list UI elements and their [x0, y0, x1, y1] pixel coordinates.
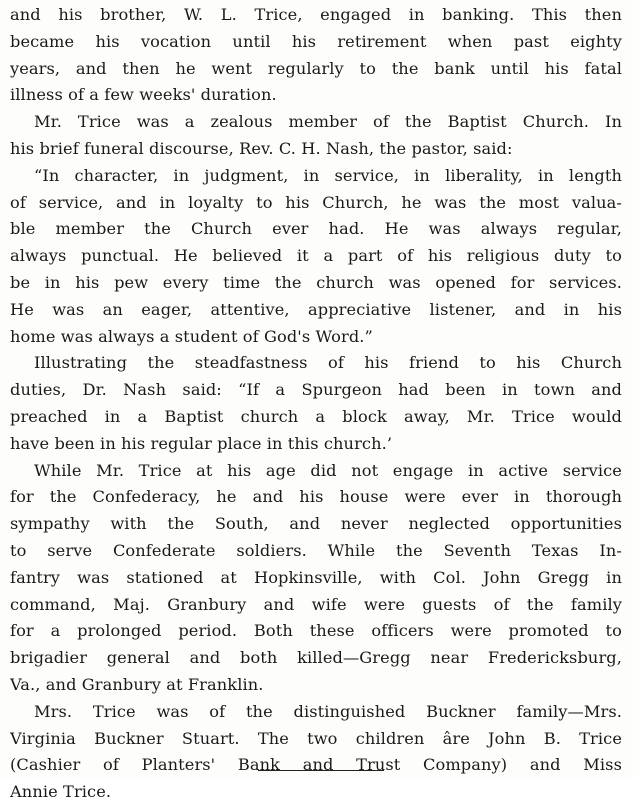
section-end-rule	[258, 770, 384, 771]
text-line: Annie Trice.	[10, 782, 112, 802]
text-line: Mr. Trice was a zealous member of the Baptist Church. In	[34, 112, 622, 132]
text-line: (Cashier of Planters' Bank and Trust Company) and Miss	[10, 755, 622, 775]
text-line: for a prolonged period. Both these officers were promoted to	[10, 621, 622, 641]
body-text	[10, 2, 622, 806]
text-line: While Mr. Trice at his age did not engage in active service	[34, 460, 622, 480]
text-line: became his vocation until his retirement when past eighty	[10, 31, 622, 51]
text-line: to serve Confederate soldiers. While the Seventh Texas In-	[10, 540, 622, 560]
text-line: his brief funeral discourse, Rev. C. H. Nash, the pastor, said:	[10, 138, 513, 158]
text-line: Illustrating the steadfastness of his friend to his Church	[34, 353, 622, 373]
text-line: home was always a student of God's Word.”	[10, 326, 373, 346]
text-line: sympathy with the South, and never neglected opportunities	[10, 514, 622, 534]
text-line: years, and then he went regularly to the bank until his fatal	[10, 58, 622, 78]
text-line: “In character, in judgment, in service, in liberality, in length	[34, 165, 622, 185]
text-line: He was an eager, attentive, appreciative listener, and in his	[10, 299, 622, 319]
text-line: Virginia Buckner Stuart. The two children âre John B. Trice	[10, 728, 622, 748]
text-line: Va., and Granbury at Franklin.	[10, 674, 264, 694]
text-line: brigadier general and both killed—Gregg near Fredericksburg,	[10, 648, 622, 668]
text-line: Mrs. Trice was of the distinguished Buckner family—Mrs.	[34, 701, 622, 721]
text-line: of service, and in loyalty to his Church, he was the most valua-	[10, 192, 622, 212]
text-line: command, Maj. Granbury and wife were guests of the family	[10, 594, 622, 614]
text-line: ble member the Church ever had. He was always regular,	[10, 219, 622, 239]
text-line: preached in a Baptist church a block away, Mr. Trice would	[10, 406, 622, 426]
text-line: duties, Dr. Nash said: “If a Spurgeon had been in town and	[10, 380, 622, 400]
text-line: and his brother, W. L. Trice, engaged in banking. This then	[10, 5, 622, 24]
text-line: illness of a few weeks' duration.	[10, 85, 277, 105]
text-line: fantry was stationed at Hopkinsville, with Col. John Gregg in	[10, 567, 622, 587]
text-line: for the Confederacy, he and his house were ever in thorough	[10, 487, 622, 507]
text-line: have been in his regular place in this church.’	[10, 433, 393, 453]
text-line: be in his pew every time the church was opened for services.	[10, 272, 622, 292]
text-line: always punctual. He believed it a part of his religious duty to	[10, 246, 622, 266]
